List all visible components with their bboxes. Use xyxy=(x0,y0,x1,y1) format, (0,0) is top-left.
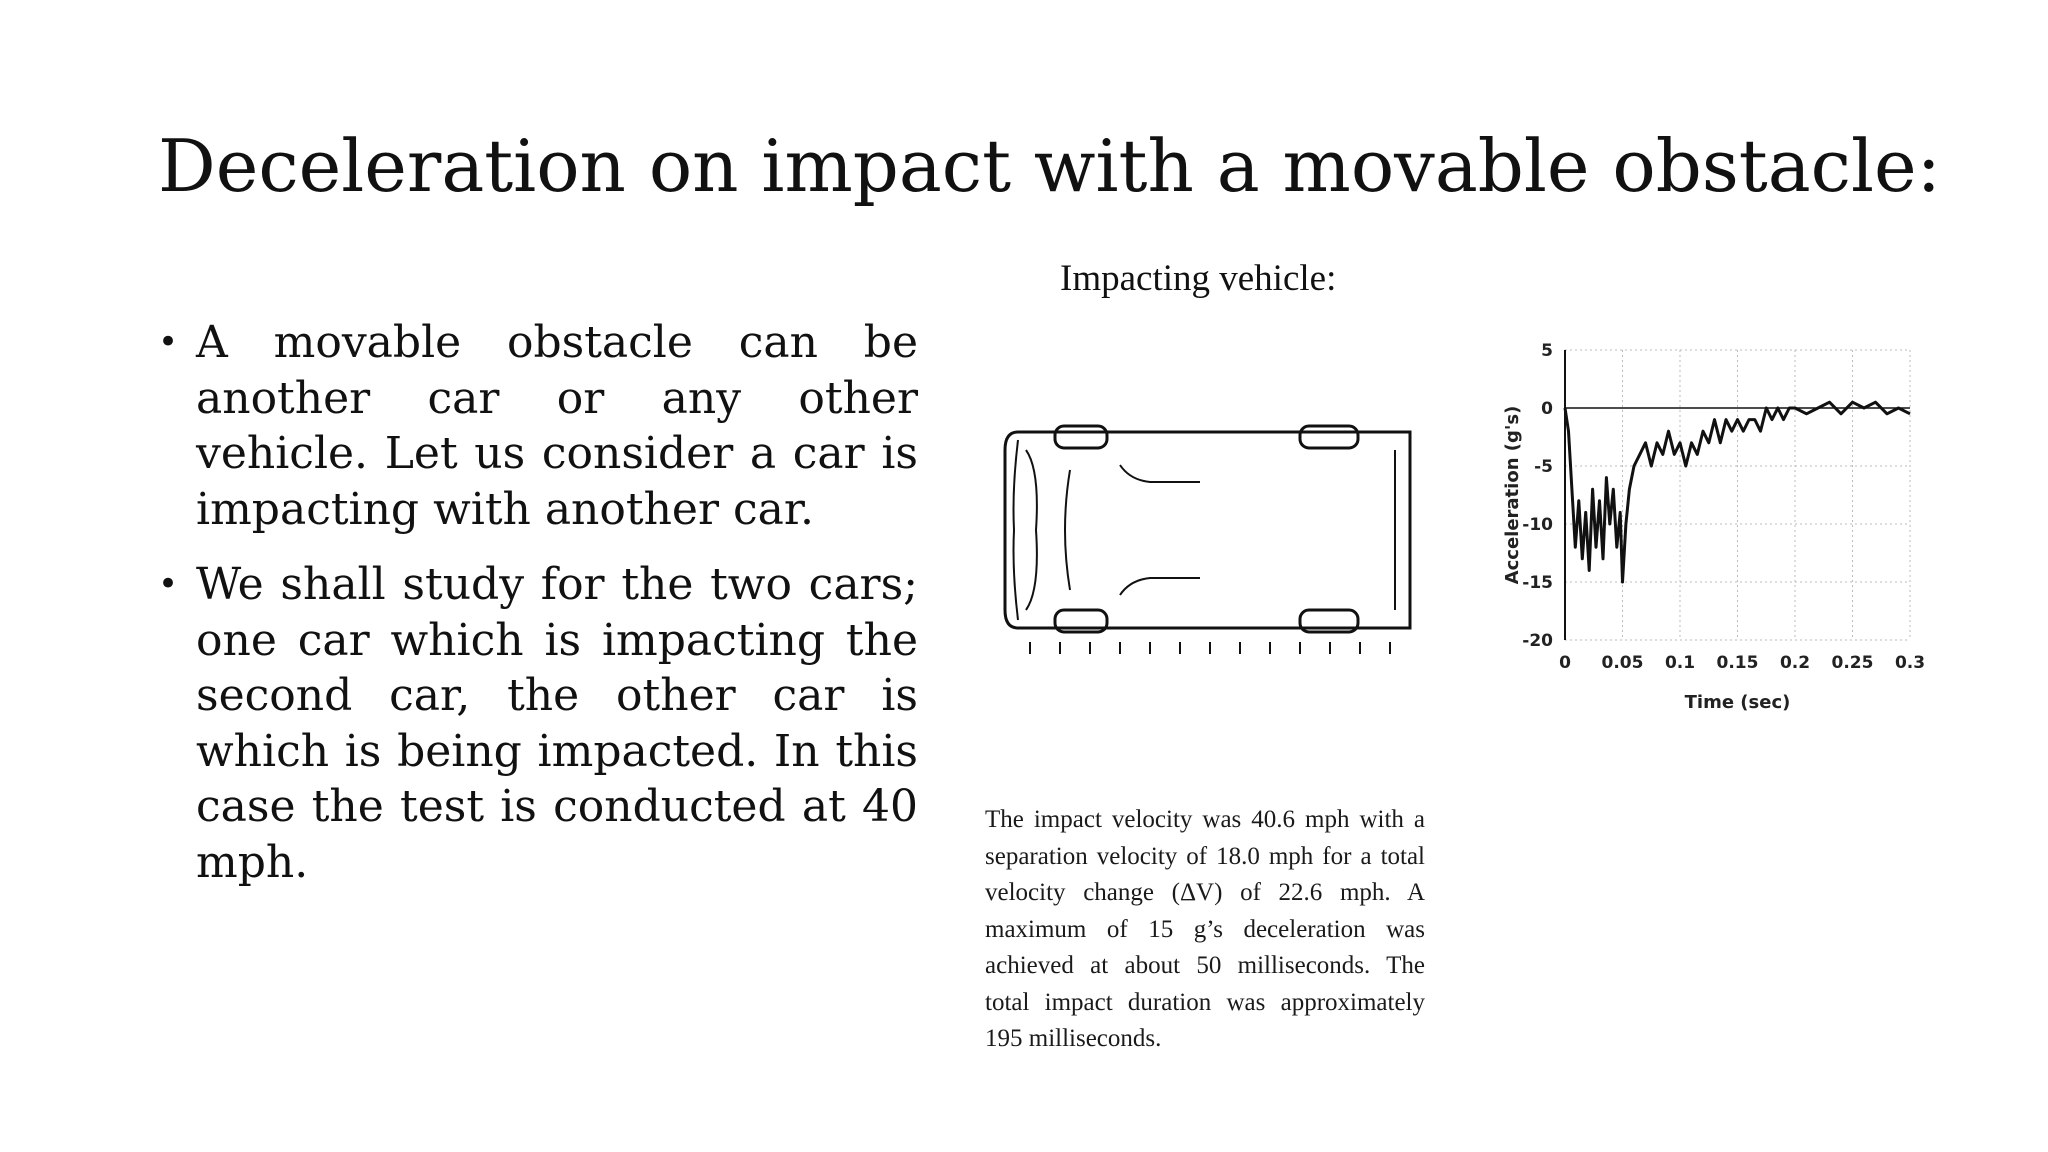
car-outline xyxy=(1005,426,1410,632)
x-tick-label: 0.15 xyxy=(1716,653,1759,673)
bullet-text: We shall study for the two cars; one car which is impacting the second car, the other car is which is being impacted. In this case the test is conducted at 40 mph. xyxy=(196,559,918,888)
x-tick-label: 0.25 xyxy=(1831,653,1874,673)
scale-ticks xyxy=(1030,642,1390,654)
slide-title: Deceleration on impact with a movable obstacle: xyxy=(158,124,1941,208)
x-axis-label: Time (sec) xyxy=(1684,692,1791,713)
acceleration-chart xyxy=(1490,340,1926,720)
car-top-view-diagram xyxy=(1000,410,1420,660)
x-tick-label: 0 xyxy=(1559,653,1571,673)
x-tick-label: 0.3 xyxy=(1894,653,1926,673)
figure-caption: Impacting vehicle: xyxy=(1060,258,1337,299)
y-tick-label: 0 xyxy=(1541,399,1553,419)
x-tick-label: 0.2 xyxy=(1779,653,1811,673)
y-tick-label: -15 xyxy=(1522,573,1553,593)
y-tick-label: -20 xyxy=(1522,631,1553,651)
x-tick-label: 0.1 xyxy=(1664,653,1696,673)
x-tick-label: 0.05 xyxy=(1601,653,1644,673)
bullet-item xyxy=(158,557,918,890)
y-tick-label: 5 xyxy=(1541,341,1553,361)
y-tick-label: -5 xyxy=(1534,457,1553,477)
bullet-list xyxy=(158,315,918,910)
bullet-item xyxy=(158,315,918,537)
impact-description: The impact velocity was 40.6 mph with a separation velocity of 18.0 mph for a total velocity change (ΔV) of 22.6 mph. A maximum of 15 g’s deceleration was achieved at about 50 milliseconds. The total impact duration was approximately 195 milliseconds. xyxy=(985,806,1425,1052)
bullet-symbol: • xyxy=(158,322,179,362)
bullet-text: A movable obstacle can be another car or any other vehicle. Let us consider a car is impacting with another car. xyxy=(196,317,918,535)
bullet-symbol: • xyxy=(158,564,179,604)
y-axis-label: Acceleration (g's) xyxy=(1502,405,1523,585)
y-tick-label: -10 xyxy=(1522,515,1553,535)
